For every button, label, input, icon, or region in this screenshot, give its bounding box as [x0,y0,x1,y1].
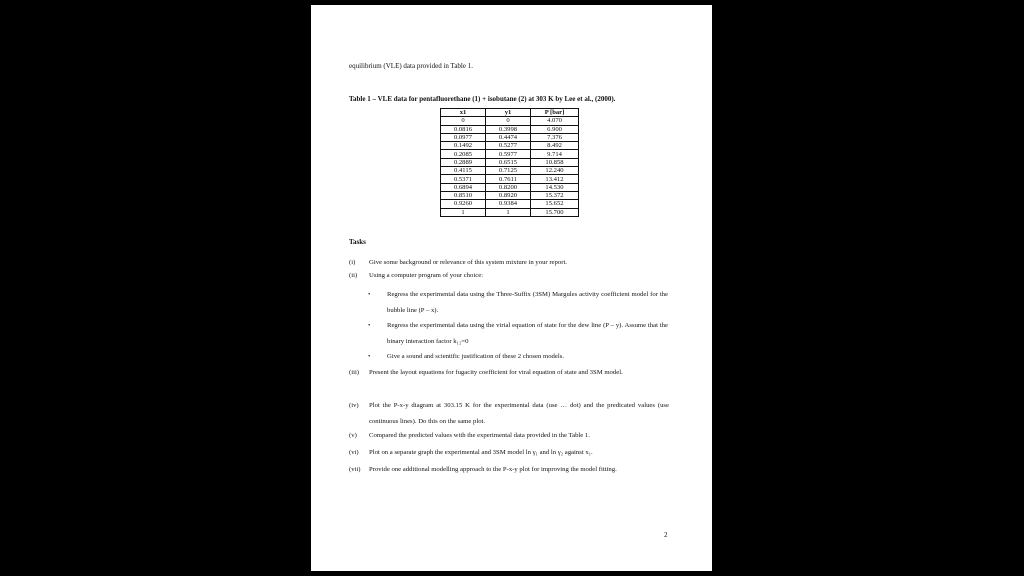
header-y1: y1 [486,109,531,117]
table-row [441,117,579,125]
table-cell: 0.2085 [441,150,486,158]
table-cell: 0 [486,117,531,125]
task-item: (vi) Plot on a separate graph the experimental and 3SM model ln γ₁ and ln γ₂ against x₁. [349,449,593,456]
table-cell: 1 [486,208,531,216]
bullet-item: • Give a sound and scientific justification of these 2 chosen models. [368,349,668,365]
table-cell: 15.652 [531,200,579,208]
table-cell: 6.900 [531,125,579,133]
table-cell: 13.412 [531,175,579,183]
table-cell: 15.372 [531,191,579,199]
table-cell: 7.376 [531,133,579,141]
table-cell: 0.7611 [486,175,531,183]
table-cell: 0.0816 [441,125,486,133]
header-x1: x1 [441,109,486,117]
bullet-dot-icon: • [368,353,371,360]
table-row [441,191,579,199]
table-cell: 0.8200 [486,183,531,191]
document-page [311,5,712,571]
table-cell: 9.714 [531,150,579,158]
task-item: (vii) Provide one additional modelling approach to the P-x-y plot for improving the model fitting. [349,466,617,473]
table-cell: 0.4115 [441,167,486,175]
table-cell: 14.530 [531,183,579,191]
table-cell: 0.9384 [486,200,531,208]
task-item: (v) Compared the predicted values with the experimental data provided in the Table 1. [349,432,590,439]
table-cell: 0.7125 [486,167,531,175]
header-pressure: P [bar] [531,109,579,117]
table-cell: 0.4474 [486,133,531,141]
table-cell: 1 [441,208,486,216]
task-item: (i) Give some background or relevance of this system mixture in your report. [349,259,567,266]
table-row [441,167,579,175]
table-row [441,208,579,216]
page-number: 2 [664,531,668,539]
table-cell: 0.5371 [441,175,486,183]
task-item: (ii) Using a computer program of your choice: [349,272,484,279]
table-cell: 8.492 [531,142,579,150]
table-cell: 0.5977 [486,150,531,158]
table-row [441,200,579,208]
table-caption: Table 1 – VLE data for pentafluorethane (1) + isobutane (2) at 303 K by Lee et al., (2000). [349,95,616,103]
table-cell: 0.9260 [441,200,486,208]
table-cell: 15.700 [531,208,579,216]
table-cell: 0 [441,117,486,125]
table-row [441,183,579,191]
table-header-row [441,109,579,117]
bullet-dot-icon: • [368,291,371,298]
table-row [441,175,579,183]
table-cell: 0.2889 [441,158,486,166]
table-cell: 0.8920 [486,191,531,199]
vle-data-table [440,108,579,217]
bullet-item: • Regress the experimental data using the virial equation of state for the dew line (P – y). Assume that the binary interaction factor k₁₂=0 [368,318,668,350]
bullet-dot-icon: • [368,322,371,329]
task-item: (iii) Present the layout equations for fugacity coefficient for viral equation of state and 3SM model. [349,369,623,376]
table-cell: 0.6894 [441,183,486,191]
table-cell: 0.3998 [486,125,531,133]
table-row [441,150,579,158]
bullet-item: • Regress the experimental data using the Three-Suffix (3SM) Margules activity coefficient model for the bubble line (P – x). [368,287,668,319]
table-cell: 0.0977 [441,133,486,141]
table-cell: 0.1492 [441,142,486,150]
table-cell: 12.240 [531,167,579,175]
table-cell: 0.5277 [486,142,531,150]
intro-text: equilibrium (VLE) data provided in Table 1. [349,62,473,70]
table-cell: 0.6515 [486,158,531,166]
tasks-heading: Tasks [349,238,366,246]
table-cell: 10.858 [531,158,579,166]
table-row [441,142,579,150]
table-row [441,158,579,166]
task-item: (iv) Plot the P-x-y diagram at 303.15 K for the experimental data (use … dot) and the predicated values (use continuous lines). Do this on the same plot. [349,402,669,425]
table-row [441,125,579,133]
table-cell: 0.8510 [441,191,486,199]
table-row [441,133,579,141]
table-cell: 4.070 [531,117,579,125]
